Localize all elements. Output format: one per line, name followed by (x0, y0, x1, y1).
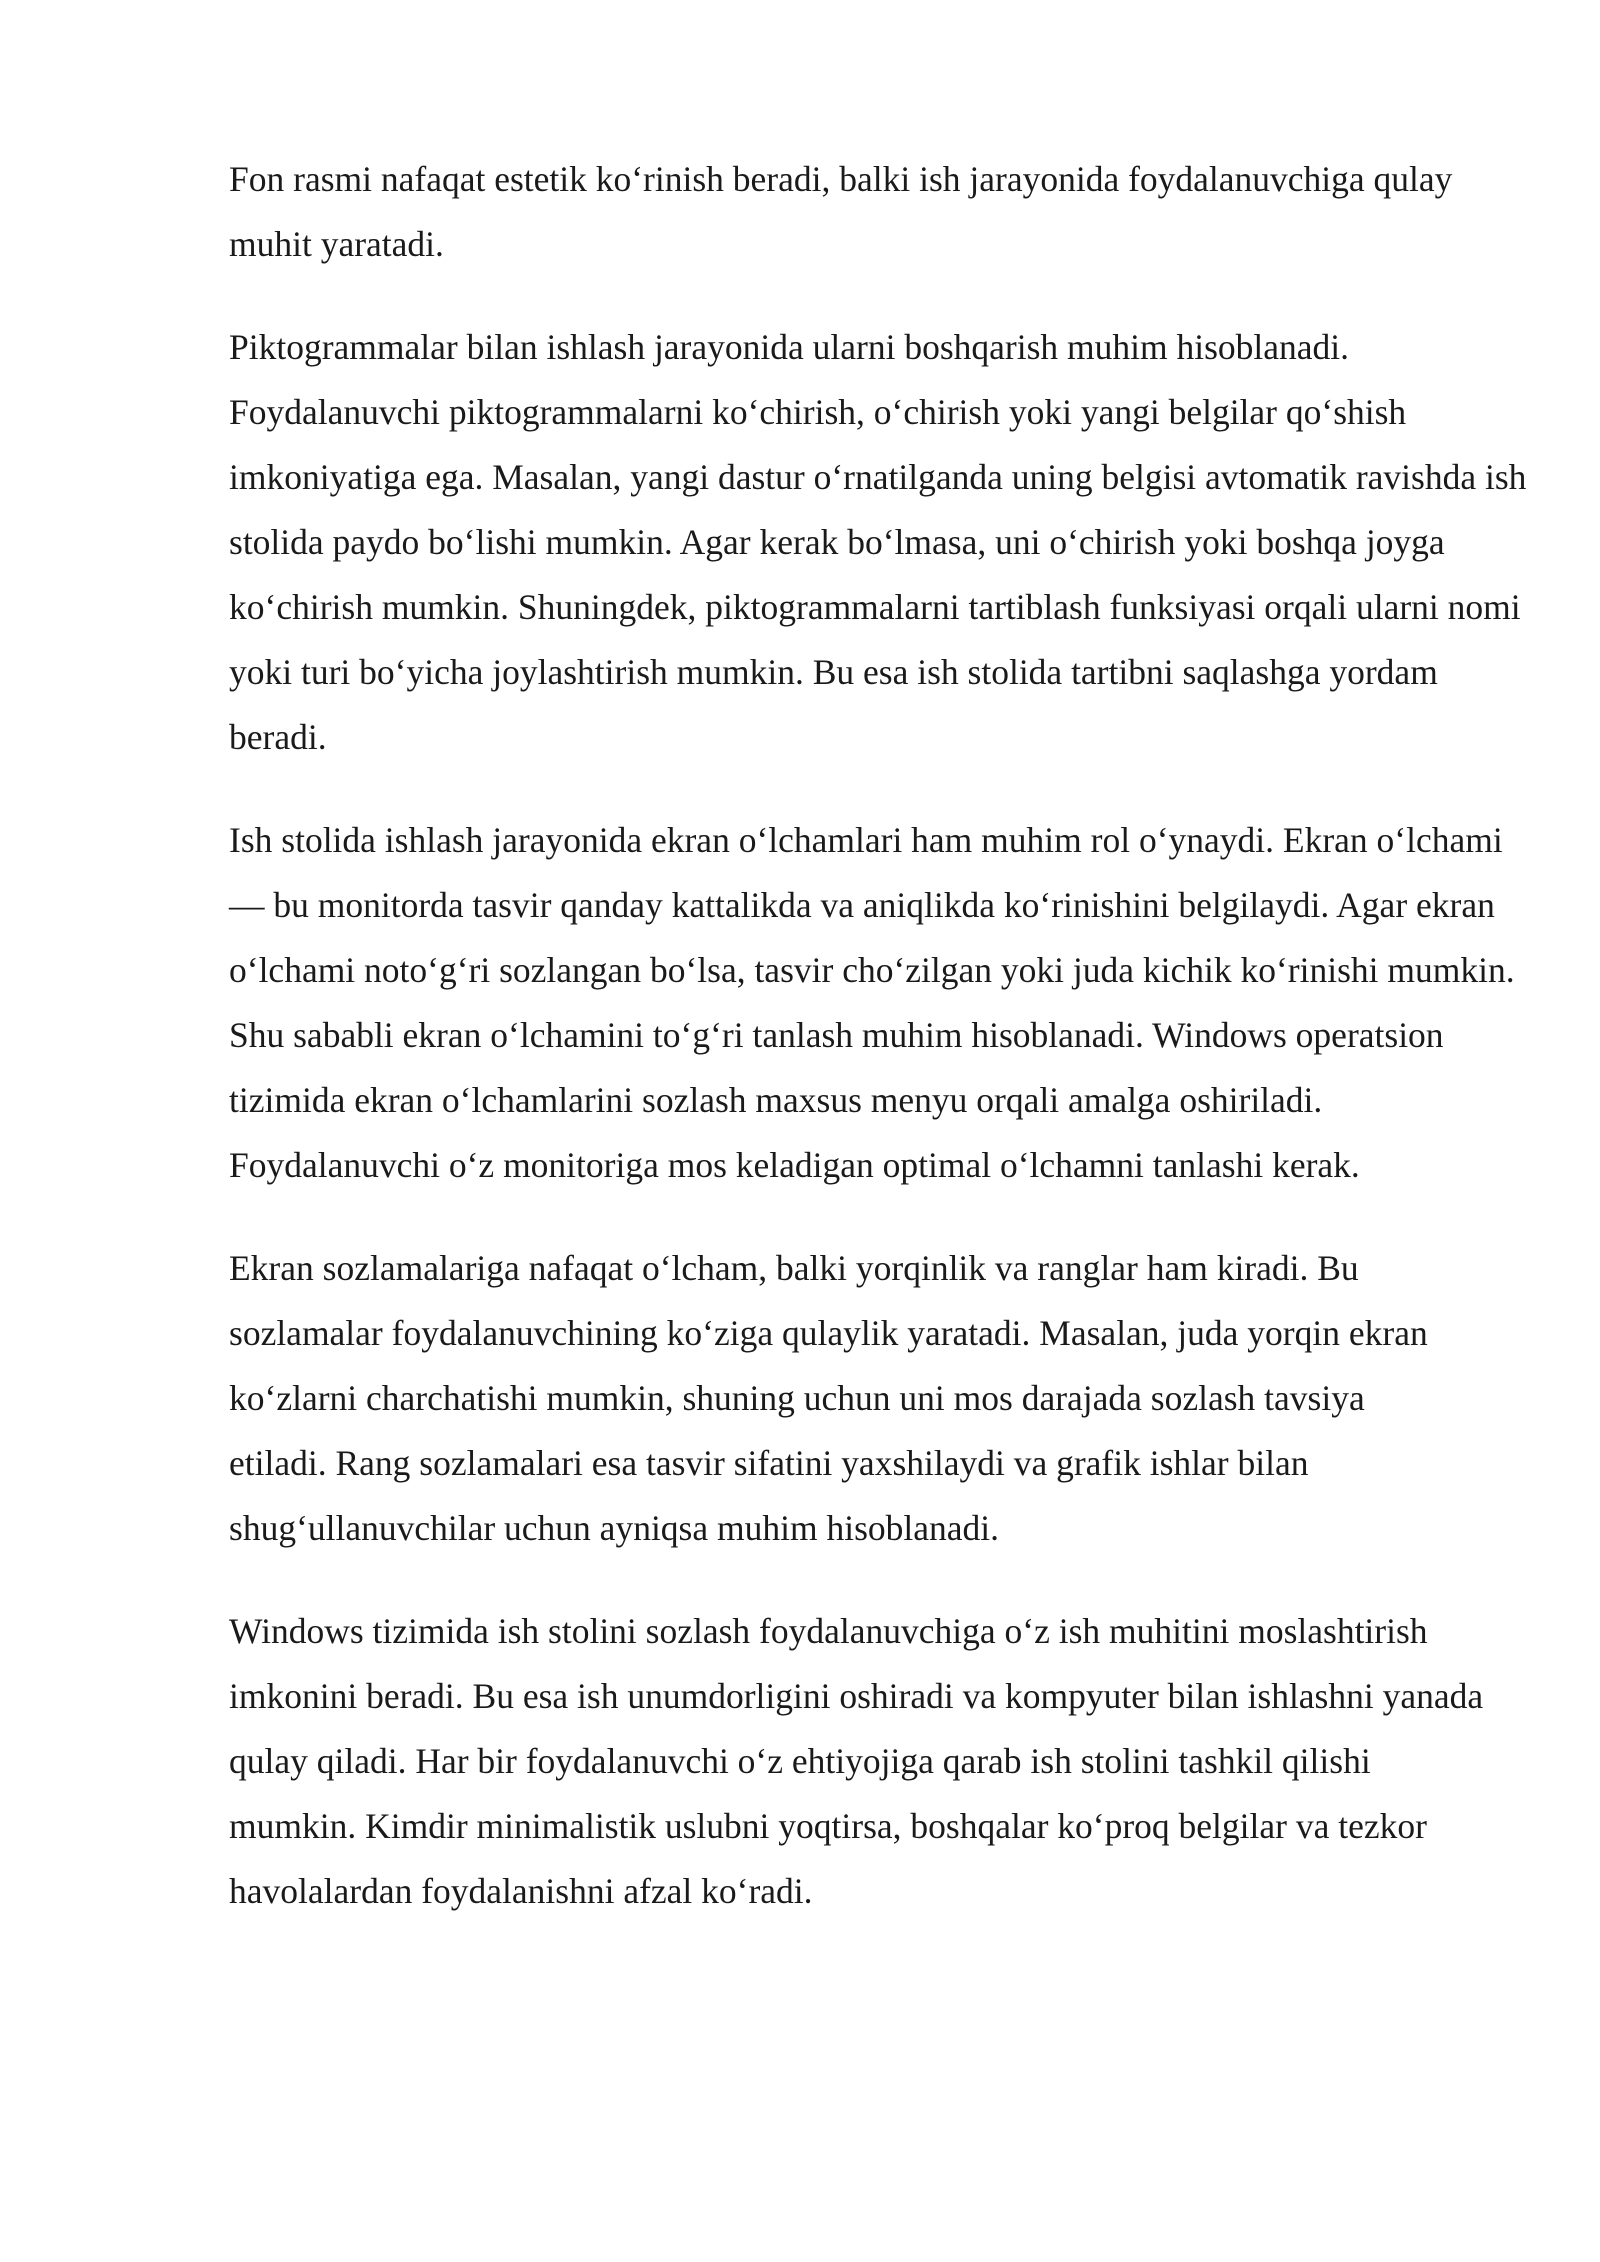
document-body (229, 147, 1529, 1962)
paragraph-desktop-customization: Windows tizimida ish stolini sozlash foydalanuvchiga o‘z ish muhitini moslashtirish imkonini beradi. Bu esa ish unumdorligini oshiradi va kompyuter bilan ishlashni yanada qulay qiladi. Har bir foydalanuvchi o‘z ehtiyojiga qarab ish stolini tashkil qilishi mumkin. Kimdir minimalistik uslubni yoqtirsa, boshqalar ko‘proq belgilar va tezkor havolalardan foydalanishni afzal ko‘radi. (229, 1611, 1484, 1911)
paragraph-brightness-colors: Ekran sozlamalariga nafaqat o‘lcham, balki yorqinlik va ranglar ham kiradi. Bu sozlamalar foydalanuvchining ko‘ziga qulaylik yaratadi. Masalan, juda yorqin ekran ko‘zlarni charchatishi mumkin, shuning uchun uni mos darajada sozlash tavsiya etiladi. Rang sozlamalari esa tasvir sifatini yaxshilaydi va grafik ishlar bilan shug‘ullanuvchilar uchun ayniqsa muhim hisoblanadi. (229, 1248, 1428, 1548)
paragraph-icons: Piktogrammalar bilan ishlash jarayonida ularni boshqarish muhim hisoblanadi. Foydalanuvchi piktogrammalarni ko‘chirish, o‘chirish yoki yangi belgilar qo‘shish imkoniyatiga ega. Masalan, yangi dastur o‘rnatilganda uning belgisi avtomatik ravishda ish stolida paydo bo‘lishi mumkin. Agar kerak bo‘lmasa, uni o‘chirish yoki boshqa joyga ko‘chirish mumkin. Shuningdek, piktogrammalarni tartiblash funksiyasi orqali ularni nomi yoki turi bo‘yicha joylashtirish mumkin. Bu esa ish stolida tartibni saqlashga yordam beradi. (229, 327, 1527, 757)
paragraph-wallpaper: Fon rasmi nafaqat estetik ko‘rinish beradi, balki ish jarayonida foydalanuvchiga qulay muhit yaratadi. (229, 159, 1453, 264)
paragraph-screen-resolution: Ish stolida ishlash jarayonida ekran o‘lchamlari ham muhim rol o‘ynaydi. Ekran o‘lchami — bu monitorda tasvir qanday kattalikda va aniqlikda ko‘rinishini belgilaydi. Agar ekran o‘lchami noto‘g‘ri sozlangan bo‘lsa, tasvir cho‘zilgan yoki juda kichik ko‘rinishi mumkin. Shu sababli ekran o‘lchamini to‘g‘ri tanlash muhim hisoblanadi. Windows operatsion tizimida ekran o‘lchamlarini sozlash maxsus menyu orqali amalga oshiriladi. Foydalanuvchi o‘z monitoriga mos keladigan optimal o‘lchamni tanlashi kerak. (229, 820, 1515, 1185)
